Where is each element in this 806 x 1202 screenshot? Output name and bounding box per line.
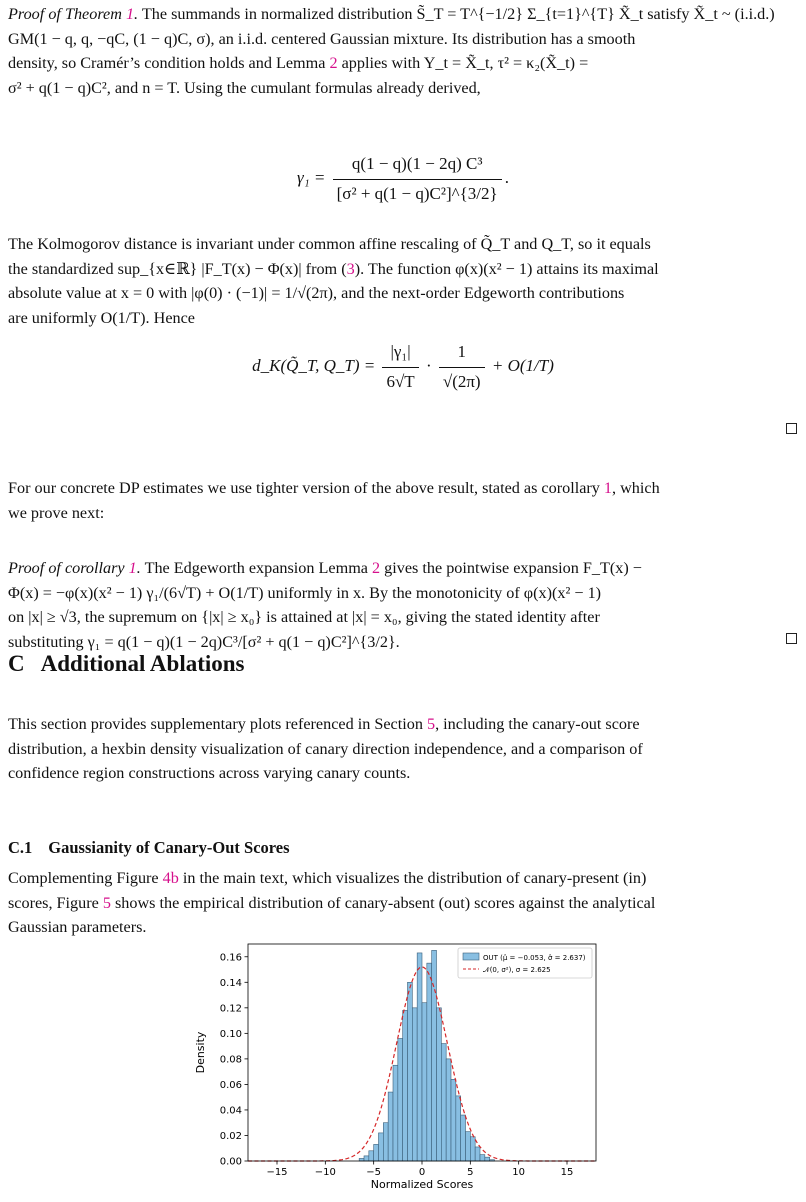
x-tick-label: −15 bbox=[266, 1167, 288, 1178]
histogram-bar bbox=[388, 1092, 393, 1161]
figure-4b-ref-link[interactable]: 4b bbox=[162, 869, 179, 887]
eq-ref-link[interactable]: 3 bbox=[346, 259, 355, 278]
y-tick-label: 0.12 bbox=[219, 1003, 242, 1015]
histogram-bar bbox=[437, 1008, 442, 1161]
proof-theorem-line2: GM(1 − q, q, −qC, (1 − q)C, σ), an i.i.d. centered Gaussian mixture. Its distribution has a smooth bbox=[8, 29, 636, 48]
histogram-bar bbox=[456, 1096, 461, 1161]
histogram-bar bbox=[412, 1008, 417, 1161]
x-tick-label: −10 bbox=[314, 1167, 336, 1178]
histogram-chart bbox=[190, 938, 610, 1194]
x-tick-label: 15 bbox=[560, 1167, 574, 1178]
proof-theorem-line3b: applies with Y_t = X̃_t, τ² = κ₂(X̃_t) = bbox=[341, 54, 589, 73]
lemma2-ref-link[interactable]: 2 bbox=[372, 559, 381, 577]
proof-theorem-title: Proof of Theorem bbox=[8, 5, 122, 23]
legend-patch-out bbox=[463, 953, 479, 960]
x-tick-label: −5 bbox=[366, 1167, 382, 1178]
histogram-bar bbox=[480, 1155, 485, 1161]
x-tick-label: 10 bbox=[512, 1167, 526, 1178]
histogram-bar bbox=[408, 982, 413, 1161]
histogram-bar bbox=[427, 963, 432, 1161]
kolmogorov-distance-equation: d_K(Q̃_T, Q_T) = $\frac{\text{|γ₁|}}{6√T}$ · $\frac{1}{√(2\pi)}$ + O(1/T) bbox=[252, 342, 554, 391]
proof-theorem-line3a: density, so Cramér’s condition holds and Lemma bbox=[8, 54, 326, 73]
histogram-bar bbox=[369, 1151, 374, 1161]
proof-theorem-line1: The summands in normalized distribution S̃_T = T^{−1/2} Σ_{t=1}^{T} X̃_t satisfy X̃_t ~ (i.i.d.) bbox=[141, 5, 775, 23]
histogram-bar bbox=[383, 1123, 388, 1161]
gamma-equation: γ₁ = $\frac{\text{q(1 − q)(1 − 2q) C³}}{\text{[σ² + q(1 − q)C²]\textasciicircum{}\{3/2\}}}$ . bbox=[0, 152, 806, 206]
lemma-ref-link[interactable]: 2 bbox=[329, 54, 338, 73]
corollary-ref-link[interactable]: 1 bbox=[603, 479, 613, 497]
y-tick-label: 0.00 bbox=[219, 1156, 242, 1168]
y-tick-label: 0.04 bbox=[219, 1105, 242, 1117]
histogram-bar bbox=[432, 950, 437, 1161]
proof-theorem-paragraph: Proof of Theorem 1. The summands in normalized distribution S̃_T = T^{−1/2} Σ_{t=1}^{T} X̃_t satisfy X̃_t ~ (i.i.d.) GM(1 − q, q, −qC, (1 − q)C, σ), an i.i.d. centered Gaussian mixture. Its distribution has a smooth density, so Cramér’s condition holds and Lemma 2 applies with Y_t = X̃_t, τ² = κ₂(X̃_t) = σ² + q(1 − q)C², and n = T. Using the cumulant formulas already derived, bbox=[8, 5, 775, 97]
histogram-bar bbox=[466, 1132, 471, 1161]
histogram-bar bbox=[364, 1156, 369, 1161]
y-tick-label: 0.08 bbox=[219, 1054, 242, 1066]
y-tick-label: 0.10 bbox=[219, 1028, 242, 1040]
y-tick-label: 0.02 bbox=[219, 1130, 242, 1142]
qed-square-corollary bbox=[786, 633, 797, 644]
histogram-bar bbox=[470, 1137, 475, 1161]
histogram-bar bbox=[475, 1147, 480, 1161]
histogram-bar bbox=[441, 1044, 446, 1161]
histogram-bar bbox=[461, 1115, 466, 1161]
y-tick-label: 0.14 bbox=[219, 977, 242, 989]
histogram-bar bbox=[379, 1133, 384, 1161]
kolmogorov-paragraph: The Kolmogorov distance is invariant under common affine rescaling of Q̃_T and Q_T, so it equals the standardized sup_{x∈ℝ} |F_T(x) − Φ(x)| from (3). The function φ(x)(x² − 1) attains its maximal absolute value at x = 0 with |φ(0) · (−1)| = 1/√(2π), and the next-order Edgeworth contributions are uniformly O(1/T). Hence bbox=[8, 235, 659, 327]
x-tick-label: 0 bbox=[418, 1167, 426, 1178]
histogram-bar bbox=[485, 1157, 490, 1161]
histogram-figure bbox=[190, 938, 610, 1194]
qed-square-theorem bbox=[786, 423, 797, 434]
histogram-bar bbox=[398, 1038, 403, 1161]
histogram-bar bbox=[422, 1003, 427, 1161]
y-tick-label: 0.06 bbox=[219, 1079, 242, 1091]
concrete-dp-paragraph: For our concrete DP estimates we use tighter version of the above result, stated as corollary 1, which we prove next: bbox=[8, 479, 660, 522]
histogram-bar bbox=[446, 1059, 451, 1161]
histogram-bar bbox=[403, 1010, 408, 1161]
figure-5-ref-link[interactable]: 5 bbox=[102, 893, 111, 912]
y-axis-label: Density bbox=[194, 1031, 207, 1074]
histogram-bar bbox=[417, 953, 422, 1161]
x-tick-label: 5 bbox=[467, 1167, 474, 1178]
corollary-proof-ref-link[interactable]: 1 bbox=[128, 559, 137, 577]
section-ref-link[interactable]: 5 bbox=[426, 715, 436, 733]
legend-label-gaussian: 𝒩(0, σ²), σ = 2.625 bbox=[483, 966, 551, 974]
section-heading: C Additional Ablations bbox=[8, 651, 245, 676]
section-c-paragraph: This section provides supplementary plots referenced in Section 5, including the canary-out score distribution, a hexbin density visualization of canary direction independence, and a comparison of confidence region constructions across varying canary counts. bbox=[8, 715, 643, 783]
x-axis-label: Normalized Scores bbox=[370, 1178, 474, 1191]
gamma-fraction: $\frac{\text{q(1 − q)(1 − 2q) C³}}{\text{[σ² + q(1 − q)C²]\textasciicircum{}\{3/2\}}}$ bbox=[333, 152, 502, 206]
legend-label-out: OUT (μ̂ = −0.053, σ̂ = 2.637) bbox=[483, 954, 586, 962]
y-tick-label: 0.16 bbox=[219, 952, 242, 964]
subsection-heading: C.1 Gaussianity of Canary-Out Scores bbox=[8, 838, 290, 857]
proof-corollary-paragraph: Proof of corollary 1. The Edgeworth expansion Lemma 2 gives the pointwise expansion F_T(x) − Φ(x) = −φ(x)(x² − 1) γ₁/(6√T) + O(1/T) uniformly in x. By the monotonicity of φ(x)(x² − 1) on |x| ≥ √3, the supremum on {|x| ≥ x₀} is attained at |x| = x₀, giving the stated identity after substituting γ₁ = q(1 − q)(1 − 2q)C³/[σ² + q(1 − q)C²]^{3/2}. bbox=[8, 559, 642, 651]
proof-theorem-line4: σ² + q(1 − q)C², and n = T. Using the cumulant formulas already derived, bbox=[8, 78, 481, 97]
histogram-bar bbox=[374, 1144, 379, 1161]
c1-paragraph: Complementing Figure 4b in the main text, which visualizes the distribution of canary-present (in) scores, Figure 5 shows the empirical distribution of canary-absent (out) scores against the analytical Gaussian parameters. bbox=[8, 869, 656, 937]
histogram-bar bbox=[451, 1079, 456, 1161]
histogram-bar bbox=[393, 1065, 398, 1161]
theorem-ref-link[interactable]: 1 bbox=[125, 5, 135, 23]
